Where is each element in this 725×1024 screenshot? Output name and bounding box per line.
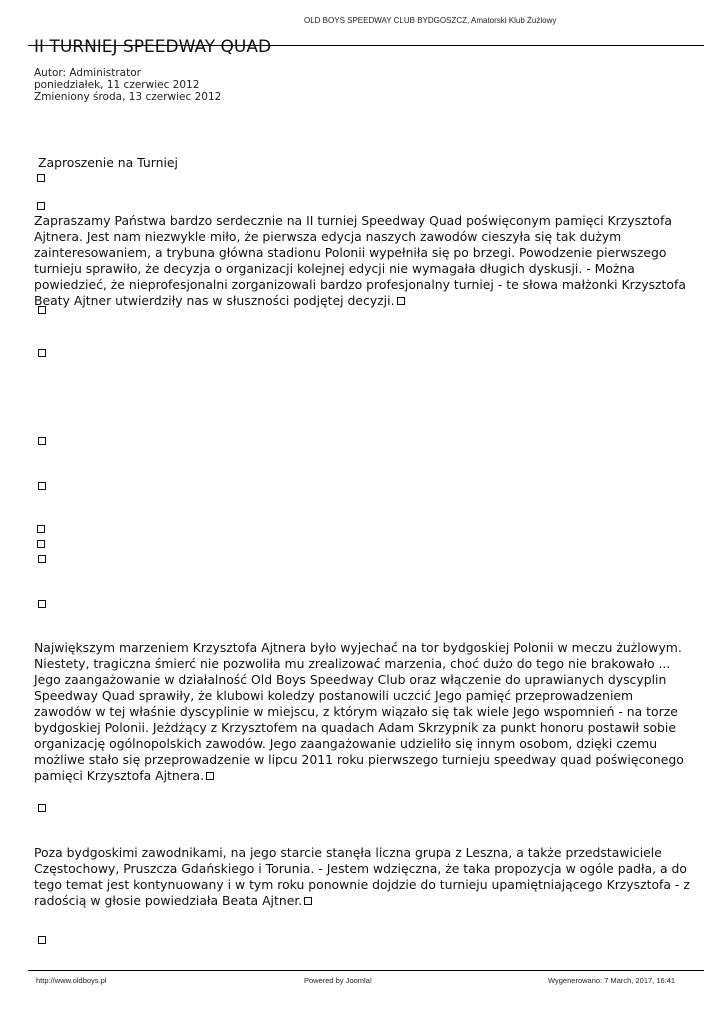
site-name: OLD BOYS SPEEDWAY CLUB BYDGOSZCZ, Amatorski Klub Żużlowy bbox=[304, 16, 557, 25]
missing-image-icon bbox=[38, 306, 46, 314]
article-author: Autor: Administrator bbox=[34, 67, 141, 79]
article-paragraph-1 bbox=[34, 213, 694, 309]
missing-glyph-icon bbox=[397, 297, 405, 305]
missing-image-icon bbox=[38, 437, 46, 445]
missing-image-icon bbox=[37, 202, 45, 210]
missing-image-icon bbox=[38, 936, 46, 944]
missing-glyph-icon bbox=[206, 772, 214, 780]
article-paragraph-3 bbox=[34, 845, 694, 909]
article-meta bbox=[34, 67, 221, 103]
missing-image-icon bbox=[37, 174, 45, 182]
article-paragraph-2 bbox=[34, 640, 694, 784]
missing-image-icon bbox=[38, 482, 46, 490]
article-modified-date: Zmieniony środa, 13 czerwiec 2012 bbox=[34, 91, 222, 103]
missing-image-icon bbox=[37, 540, 45, 548]
missing-image-icon bbox=[38, 804, 46, 812]
missing-image-icon bbox=[38, 600, 46, 608]
missing-image-icon bbox=[38, 349, 46, 357]
missing-glyph-icon bbox=[304, 897, 312, 905]
footer-url: http://www.oldboys.pl bbox=[36, 976, 107, 985]
invitation-heading: Zaproszenie na Turniej bbox=[38, 155, 178, 170]
paragraph-text: Największym marzeniem Krzysztofa Ajtnera było wyjechać na tor bydgoskiej Polonii w meczu żużlowym. Niestety, tragiczna śmierć nie pozwoliła mu zrealizować marzenia, choć dużo do tego nie brakowało ... Jego zaangażowanie w działalność Old Boys Speedway Club oraz włączenie do uprawianych dyscyplin Speedway Quad sprawiły, że klubowi koledzy postanowili uczcić Jego pamięć przeprowadzeniem zawodów w tej właśnie dyscyplinie w miejscu, z którym wiązało się tak wiele Jego wspomnień - na torze bydgoskiej Polonii. Jeżdżący z Krzysztofem na quadach Adam Skrzypnik za punkt honoru postawił sobie organizację ogólnopolskich zawodów. Jego zaangażowanie udzieliło się innym osobom, dzięki czemu możliwe stało się przeprowadzenie w lipcu 2011 roku pierwszego turnieju speedway quad poświęconego pamięci Krzysztofa Ajtnera. bbox=[34, 640, 684, 783]
footer-divider bbox=[28, 970, 704, 971]
footer-generated-date: Wygenerowano: 7 March, 2017, 16:41 bbox=[548, 976, 676, 985]
missing-image-icon bbox=[38, 555, 46, 563]
article-title: II TURNIEJ SPEEDWAY QUAD bbox=[34, 37, 272, 57]
missing-image-icon bbox=[37, 525, 45, 533]
paragraph-text: Poza bydgoskimi zawodnikami, na jego starcie stanęła liczna grupa z Leszna, a także przedstawiciele Częstochowy, Pruszcza Gdańskiego i Torunia. - Jestem wdzięczna, że taka propozycja w ogóle padła, a do tego temat jest kontynuowany i w tym roku ponownie dojdzie do turnieju upamiętniającego Krzysztofa - z radością w głosie powiedziała Beata Ajtner. bbox=[34, 845, 690, 908]
paragraph-text: Zapraszamy Państwa bardzo serdecznie na II turniej Speedway Quad poświęconym pamięci Krzysztofa Ajtnera. Jest nam niezwykle miło, że pierwsza edycja naszych zawodów cieszyła się tak dużym zainteresowaniem, a trybuna główna stadionu Polonii wypełniła się po brzegi. Powodzenie pierwszego turnieju sprawiło, że decyzja o organizacji kolejnej edycji nie wymagała długich dyskusji. - Można powiedzieć, że nieprofesjonalni zorganizowali bardzo profesjonalny turniej - te słowa małżonki Krzysztofa Beaty Ajtner utwierdziły nas w słuszności podjętej decyzji. bbox=[34, 213, 686, 308]
footer-powered-by: Powered by Joomla! bbox=[304, 976, 372, 985]
article-created-date: poniedziałek, 11 czerwiec 2012 bbox=[34, 79, 200, 91]
